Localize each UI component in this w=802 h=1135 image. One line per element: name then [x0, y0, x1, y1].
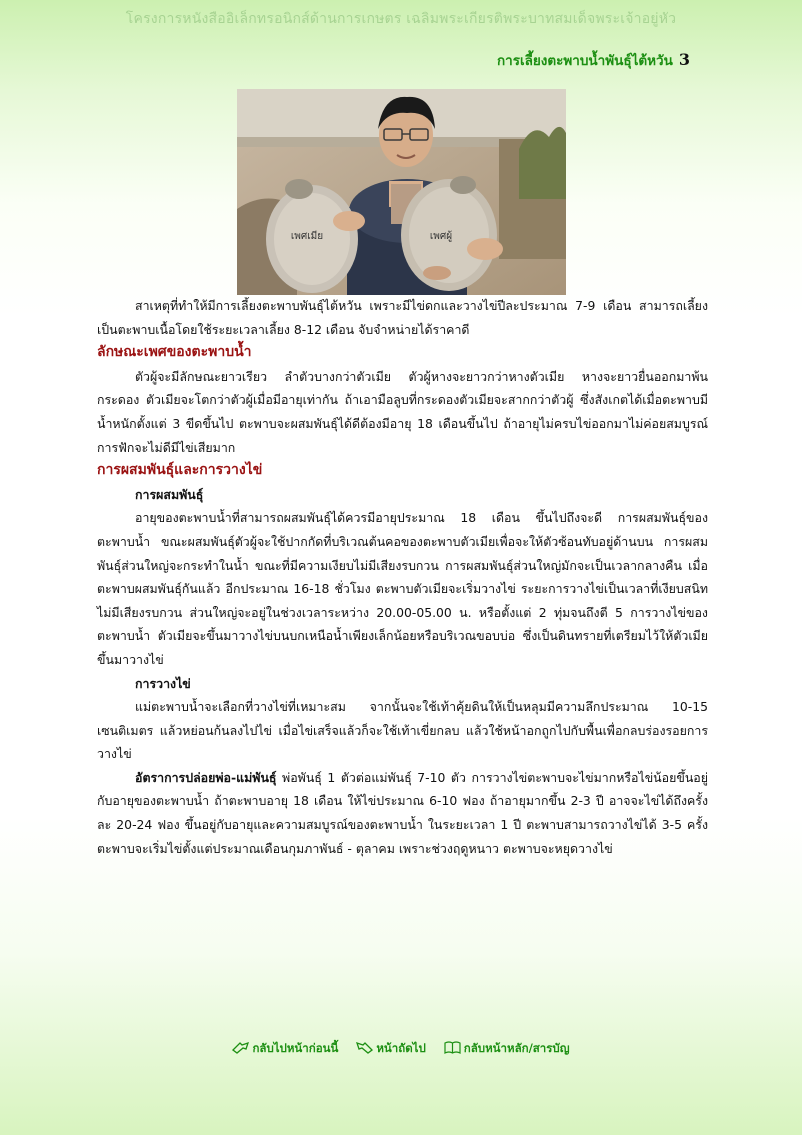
site-banner: โครงการหนังสืออิเล็กทรอนิกส์ด้านการเกษตร เฉลิมพระเกียรติพระบาทสมเด็จพระเจ้าอยู่หัว — [125, 11, 677, 27]
sex-paragraph: ตัวผู้จะมีลักษณะยาวเรียว ลำตัวบางกว่าตัวเมีย ตัวผู้หางจะยาวกว่าหางตัวเมีย หางจะยาวยื่นออกมาพ้นกระดอง ตัวเมียจะโตกว่าตัวผู้เมื่อมีอายุเท่ากัน ถ้าเอามือลูบที่กระดองตัวเมียจะสากกว่าตัวผู้ ซึ่งสังเกตได้เมื่อตะพาบมีน้ำหนักตั้งแต่ 3 ขีดขึ้นไป ตะพาบจะผสมพันธุ์ได้ดีต้องมีอายุ 18 เดือนขึ้นไป ถ้าอายุไม่ครบไข่ออกมาไม่ค่อยสมบูรณ์การฟักจะไม่ดีมีไข่เสียมาก — [97, 368, 708, 455]
next-page-link[interactable] — [356, 1040, 425, 1058]
page-number: 3 — [678, 50, 690, 69]
section-heading-breeding: การผสมพันธุ์และการวางไข่ — [97, 462, 263, 479]
footer-navigation — [0, 1040, 802, 1058]
home-toc-label: กลับหน้าหลัก/สารบัญ — [463, 1041, 570, 1055]
subheading-laying: การวางไข่ — [135, 675, 191, 691]
photo-label-female: เพศเมีย — [290, 231, 324, 242]
next-page-label: หน้าถัดไป — [376, 1041, 426, 1055]
photo-man-holding-turtles — [237, 89, 566, 295]
subheading-mating: การผสมพันธุ์ — [135, 486, 204, 502]
book-icon — [444, 1041, 461, 1054]
prev-page-icon — [232, 1041, 249, 1054]
ratio-paragraph — [97, 766, 708, 860]
next-page-icon — [356, 1041, 373, 1054]
prev-page-link[interactable] — [232, 1040, 338, 1058]
photo-label-male: เพศผู้ — [429, 231, 453, 242]
mating-paragraph: อายุของตะพาบน้ำที่สามารถผสมพันธุ์ได้ควรมีอายุประมาณ 18 เดือน ขึ้นไปถึงจะดี การผสมพันธุ์ของตะพาบน้ำ ขณะผสมพันธุ์ตัวผู้จะใช้ปากกัดที่บริเวณต้นคอของตะพาบตัวเมียเพื่อจะให้ตัวซ้อนทับอยู่ด้านบน การผสมพันธุ์ส่วนใหญ่จะกระทำในน้ำ ขณะที่มีความเงียบไม่มีเสียงรบกวน การผสมพันธุ์ส่วนใหญ่มักจะเป็นเวลากลางคืน เมื่อตะพาบผสมพันธุ์กันแล้ว อีกประมาณ 16-18 ชั่วโมง ตะพาบตัวเมียจะเริ่มวางไข่ ระยะการวางไข่เป็นเวลาที่เงียบสนิท ไม่มีเสียงรบกวน ส่วนใหญ่จะอยู่ในช่วงเวลาระหว่าง 20.00-05.00 น. หรือตั้งแต่ 2 ทุ่มจนถึงตี 5 การวางไข่ของตะพาบน้ำ ตัวเมียจะขึ้นมาวางไข่บนบกเหนือน้ำเพียงเล็กน้อยหรือบริเวณขอบบ่อ ซึ่งเป็นดินทรายที่เตรียมไว้ให้ตัวเมียขึ้นมาวางไข่ — [97, 510, 708, 667]
laying-paragraph: แม่ตะพาบน้ำจะเลือกที่วางไข่ที่เหมาะสม จากนั้นจะใช้เท้าคุ้ยดินให้เป็นหลุมมีความลึกประมาณ 10-15 เซนติเมตร แล้วหย่อนก้นลงไปไข่ เมื่อไข่เสร็จแล้วก็จะใช้เท้าเขี่ยกลบ แล้วใช้หน้าอกถูกไปกับพื้นเพื่อกลบร่องรอยการวางไข่ — [97, 699, 708, 762]
intro-paragraph: สาเหตุที่ทำให้มีการเลี้ยงตะพาบพันธุ์ไต้หวัน เพราะมีไข่ดกและวางไข่ปีละประมาณ 7-9 เดือน สามารถเลี้ยงเป็นตะพาบเนื้อโดยใช้ระยะเวลาเลี้ยง 8-12 เดือน จับจำหน่ายได้ราคาดี — [97, 298, 708, 337]
section-heading-sex: ลักษณะเพศของตะพาบน้ำ — [97, 344, 252, 361]
article-body — [97, 294, 708, 860]
running-title: การเลี้ยงตะพาบน้ำพันธุ์ไต้หวัน — [496, 53, 673, 69]
home-toc-link[interactable] — [444, 1040, 570, 1058]
prev-page-label: กลับไปหน้าก่อนนี้ — [252, 1041, 339, 1055]
running-header — [497, 49, 690, 71]
ratio-label: อัตราการปล่อยพ่อ-แม่พันธุ์ — [135, 769, 277, 785]
ratio-text: พ่อพันธุ์ 1 ตัวต่อแม่พันธุ์ 7-10 ตัว การวางไข่ตะพาบจะไข่มากหรือไข่น้อยขึ้นอยู่กับอายุของตะพาบน้ำ ถ้าตะพาบอายุ 18 เดือน ให้ไข่ประมาณ 6-10 ฟอง ถ้าอายุมากขึ้น 2-3 ปี อาจจะไข่ได้ถึงครั้งละ 20-24 ฟอง ขึ้นอยู่กับอายุและความสมบูรณ์ของตะพาบน้ำ ในระยะเวลา 1 ปี ตะพาบสามารถวางไข่ได้ 3-5 ครั้ง ตะพาบจะเริ่มไข่ตั้งแต่ประมาณเดือนกุมภาพันธ์ - ตุลาคม เพราะช่วงฤดูหนาว ตะพาบจะหยุดวางไข่ — [97, 769, 708, 856]
